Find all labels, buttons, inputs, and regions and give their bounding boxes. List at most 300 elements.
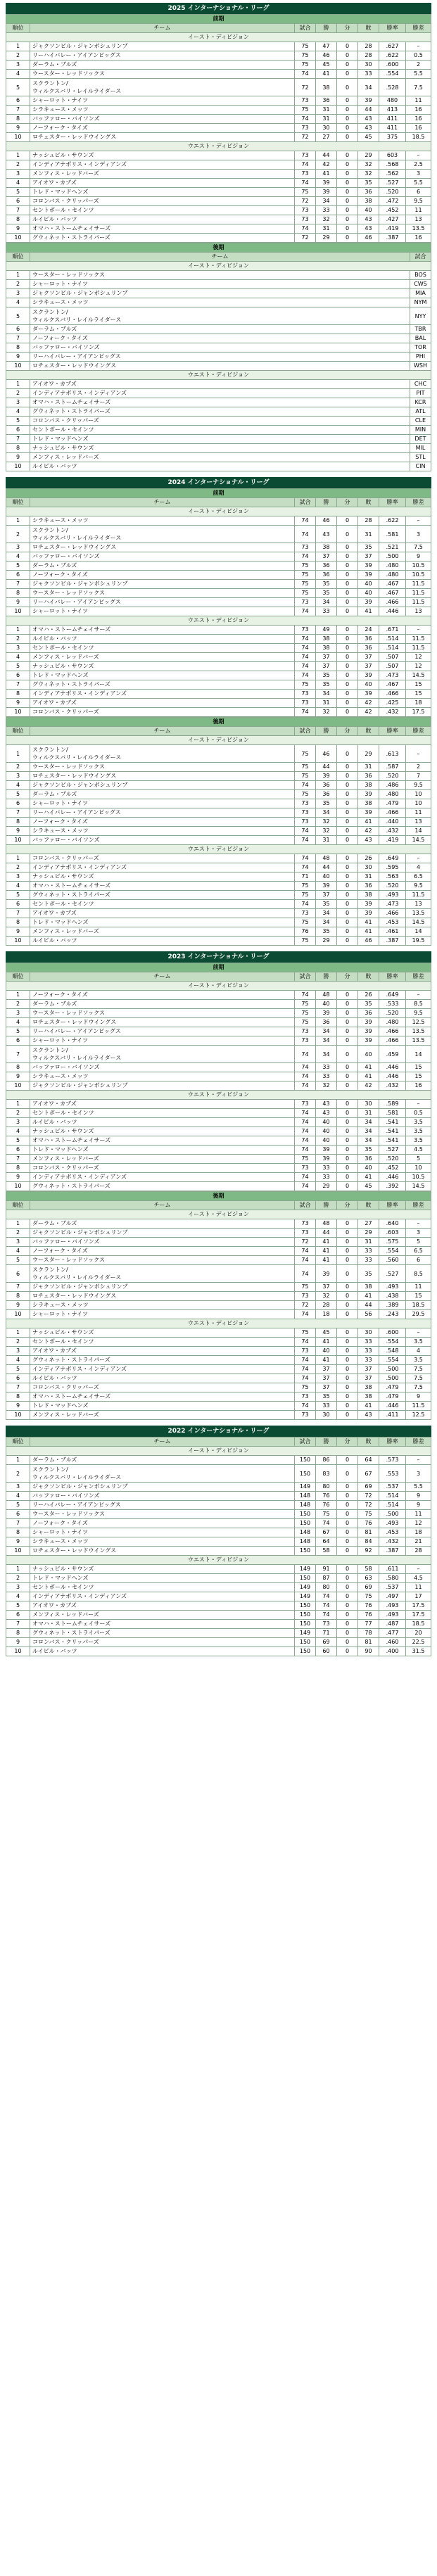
season-section: [6, 3, 431, 471]
pct-cell: .587: [379, 763, 406, 772]
affiliate-cell: CIN: [410, 462, 431, 471]
win-cell: 74: [316, 1601, 337, 1611]
draw-cell: 0: [337, 1109, 358, 1118]
rank-cell: 9: [6, 1402, 30, 1411]
rank-cell: 5: [6, 790, 30, 799]
division-row: [6, 736, 431, 745]
team-cell: トレド・マッドヘンズ: [30, 1574, 295, 1583]
rank-cell: 1: [6, 151, 30, 160]
gb-cell: 3.5: [406, 1136, 431, 1146]
draw-cell: 0: [337, 552, 358, 561]
gb-cell: 17.5: [406, 708, 431, 717]
win-cell: 35: [316, 1392, 337, 1402]
table-row: [6, 561, 431, 571]
pct-cell: .537: [379, 1583, 406, 1592]
draw-cell: 0: [337, 160, 358, 170]
loss-cell: 28: [358, 516, 379, 526]
draw-cell: 0: [337, 1537, 358, 1547]
games-cell: 74: [295, 863, 316, 873]
games-cell: 75: [295, 61, 316, 70]
loss-cell: 90: [358, 1647, 379, 1656]
pct-cell: .432: [379, 708, 406, 717]
win-cell: 76: [316, 1492, 337, 1501]
loss-cell: 38: [358, 891, 379, 900]
win-cell: 74: [316, 1519, 337, 1528]
team-cell: グウィネット・ストライパーズ: [30, 1356, 295, 1365]
team-cell: ウースター・レッドソックス: [30, 70, 295, 79]
draw-cell: 0: [337, 561, 358, 571]
table-row: [6, 1173, 431, 1182]
pct-cell: .520: [379, 1009, 406, 1018]
rank-cell: 3: [6, 1118, 30, 1127]
draw-cell: 0: [337, 873, 358, 882]
draw-cell: 0: [337, 1000, 358, 1009]
table-row: [6, 900, 431, 909]
draw-cell: 0: [337, 1328, 358, 1338]
win-cell: 29: [316, 937, 337, 946]
loss-cell: 39: [358, 909, 379, 918]
table-row: [6, 626, 431, 635]
loss-cell: 43: [358, 1411, 379, 1420]
division-label: ウエスト・ディビジョン: [6, 371, 431, 380]
table-row: [6, 818, 431, 827]
gb-cell: 11.5: [406, 1402, 431, 1411]
win-cell: 87: [316, 1574, 337, 1583]
loss-cell: 75: [358, 1592, 379, 1601]
gb-cell: 11: [406, 808, 431, 818]
loss-cell: 77: [358, 1620, 379, 1629]
table-row: [6, 1374, 431, 1383]
affiliate-cell: BOS: [410, 271, 431, 280]
rank-cell: 1: [6, 745, 30, 763]
gb-cell: 9.5: [406, 882, 431, 891]
pct-cell: .466: [379, 690, 406, 699]
rank-cell: 4: [6, 1018, 30, 1027]
pct-cell: .600: [379, 61, 406, 70]
games-cell: 74: [295, 1109, 316, 1118]
rank-cell: 5: [6, 188, 30, 197]
win-cell: 32: [316, 1292, 337, 1301]
loss-cell: 41: [358, 1063, 379, 1072]
rank-cell: 6: [6, 571, 30, 580]
rank-cell: 7: [6, 1383, 30, 1392]
table-row: [6, 1510, 431, 1519]
win-cell: 42: [316, 160, 337, 170]
loss-cell: 31: [358, 526, 379, 543]
table-row: [6, 808, 431, 818]
win-cell: 34: [316, 909, 337, 918]
rank-cell: 2: [6, 1338, 30, 1347]
rank-cell: 3: [6, 1347, 30, 1356]
table-row: [6, 1238, 431, 1247]
table-row: [6, 598, 431, 607]
win-cell: 67: [316, 1528, 337, 1537]
header-games: 試合: [295, 1438, 316, 1447]
gb-cell: 31.5: [406, 1647, 431, 1656]
gb-cell: 15: [406, 1063, 431, 1072]
gb-cell: 7.5: [406, 79, 431, 96]
rank-cell: 8: [6, 115, 30, 124]
gb-cell: 13.5: [406, 1027, 431, 1036]
header-games: 試合: [295, 972, 316, 982]
team-cell: トレド・マッドヘンズ: [30, 435, 410, 444]
affiliate-cell: DET: [410, 435, 431, 444]
table-row: [6, 1027, 431, 1036]
team-cell: アイオワ・カブズ: [30, 179, 295, 188]
header-win: 勝: [316, 972, 337, 982]
games-cell: 74: [295, 552, 316, 561]
table-row: [6, 1072, 431, 1081]
pct-cell: .500: [379, 1365, 406, 1374]
table-row: [6, 690, 431, 699]
draw-cell: 0: [337, 1547, 358, 1556]
header-team: チーム: [30, 253, 410, 262]
team-cell: トレド・マッドヘンズ: [30, 671, 295, 680]
loss-cell: 34: [358, 1127, 379, 1136]
table-row: [6, 1229, 431, 1238]
win-cell: 34: [316, 918, 337, 927]
gb-cell: 7.5: [406, 1374, 431, 1383]
header-team: チーム: [30, 972, 295, 982]
table-row: [6, 1365, 431, 1374]
gb-cell: 0.5: [406, 1109, 431, 1118]
win-cell: 39: [316, 1265, 337, 1283]
gb-cell: –: [406, 151, 431, 160]
loss-cell: 67: [358, 1465, 379, 1483]
team-cell: インディアナポリス・インディアンズ: [30, 1592, 295, 1601]
gb-cell: 18.5: [406, 1620, 431, 1629]
header-pct: 勝率: [379, 972, 406, 982]
table-row: [6, 334, 431, 343]
rank-cell: 4: [6, 552, 30, 561]
draw-cell: 0: [337, 891, 358, 900]
games-cell: 74: [295, 1338, 316, 1347]
gb-cell: 29.5: [406, 1310, 431, 1319]
pct-cell: .500: [379, 1374, 406, 1383]
rank-cell: 1: [6, 516, 30, 526]
draw-cell: 0: [337, 1265, 358, 1283]
team-cell: シャーロット・ナイツ: [30, 280, 410, 289]
games-cell: 150: [295, 1456, 316, 1465]
draw-cell: 0: [337, 1638, 358, 1647]
loss-cell: 76: [358, 1519, 379, 1528]
games-cell: 75: [295, 1018, 316, 1027]
pct-cell: .440: [379, 818, 406, 827]
rank-cell: 7: [6, 334, 30, 343]
win-cell: 34: [316, 808, 337, 818]
draw-cell: 0: [337, 1592, 358, 1601]
draw-cell: 0: [337, 671, 358, 680]
gb-cell: 2: [406, 763, 431, 772]
team-cell: トレド・マッドヘンズ: [30, 188, 295, 197]
gb-cell: 4.5: [406, 1146, 431, 1155]
win-cell: 39: [316, 882, 337, 891]
draw-cell: 0: [337, 1620, 358, 1629]
win-cell: 38: [316, 644, 337, 653]
gb-cell: 16: [406, 106, 431, 115]
header-win: 勝: [316, 498, 337, 507]
rank-cell: 3: [6, 1238, 30, 1247]
rank-cell: 10: [6, 836, 30, 845]
team-cell: リーハイバレー・アイアンピッグス: [30, 1501, 295, 1510]
win-cell: 46: [316, 745, 337, 763]
draw-cell: 0: [337, 1601, 358, 1611]
gb-cell: 10.5: [406, 571, 431, 580]
pct-cell: .554: [379, 1356, 406, 1365]
pct-cell: .514: [379, 635, 406, 644]
draw-cell: 0: [337, 234, 358, 243]
pct-cell: .438: [379, 1292, 406, 1301]
draw-cell: 0: [337, 1347, 358, 1356]
team-cell: ダーラム・ブルズ: [30, 1456, 295, 1465]
table-row: [6, 1109, 431, 1118]
pct-cell: .452: [379, 1164, 406, 1173]
gb-cell: –: [406, 1328, 431, 1338]
header-loss: 敗: [358, 1438, 379, 1447]
pct-cell: .649: [379, 854, 406, 863]
loss-cell: 34: [358, 1136, 379, 1146]
loss-cell: 33: [358, 1256, 379, 1265]
table-row: [6, 1247, 431, 1256]
division-row: [6, 507, 431, 516]
pct-cell: .432: [379, 827, 406, 836]
rank-cell: 2: [6, 526, 30, 543]
team-cell: トレド・マッドヘンズ: [30, 1146, 295, 1155]
pct-cell: .479: [379, 1392, 406, 1402]
rank-cell: 7: [6, 1620, 30, 1629]
header-pct: 勝率: [379, 1438, 406, 1447]
season-title: 2025 インターナショナル・リーグ: [6, 3, 431, 14]
win-cell: 46: [316, 51, 337, 61]
loss-cell: 31: [358, 873, 379, 882]
rank-cell: 9: [6, 927, 30, 937]
pct-cell: .541: [379, 1136, 406, 1146]
win-cell: 35: [316, 589, 337, 598]
rank-cell: 4: [6, 1492, 30, 1501]
pct-cell: .480: [379, 790, 406, 799]
loss-cell: 34: [358, 1118, 379, 1127]
rank-cell: 3: [6, 644, 30, 653]
win-cell: 29: [316, 1182, 337, 1191]
win-cell: 48: [316, 1219, 337, 1229]
team-cell: スクラントン/ ウィルクスバリ・レイルライダース: [30, 526, 295, 543]
loss-cell: 39: [358, 900, 379, 909]
header-pct: 勝率: [379, 24, 406, 33]
win-cell: 37: [316, 552, 337, 561]
games-cell: 73: [295, 690, 316, 699]
win-cell: 31: [316, 106, 337, 115]
win-cell: 40: [316, 873, 337, 882]
season-title: 2024 インターナショナル・リーグ: [6, 477, 431, 488]
win-cell: 37: [316, 653, 337, 662]
win-cell: 39: [316, 1009, 337, 1018]
header-games: 試合: [295, 24, 316, 33]
draw-cell: 0: [337, 854, 358, 863]
games-cell: 150: [295, 1620, 316, 1629]
half-row: [6, 15, 431, 24]
pct-cell: .480: [379, 561, 406, 571]
table-row: [6, 234, 431, 243]
win-cell: 69: [316, 1638, 337, 1647]
games-cell: 74: [295, 160, 316, 170]
win-cell: 39: [316, 1155, 337, 1164]
loss-cell: 35: [358, 1146, 379, 1155]
draw-cell: 0: [337, 1483, 358, 1492]
table-row: [6, 708, 431, 717]
gb-cell: 18.5: [406, 133, 431, 142]
division-label: ウエスト・ディビジョン: [6, 1556, 431, 1565]
table-row: [6, 781, 431, 790]
rank-cell: 7: [6, 106, 30, 115]
pct-cell: .521: [379, 543, 406, 552]
rank-cell: 4: [6, 70, 30, 79]
draw-cell: 0: [337, 1365, 358, 1374]
draw-cell: 0: [337, 607, 358, 616]
rank-cell: 3: [6, 170, 30, 179]
table-row: [6, 1063, 431, 1072]
pct-cell: .419: [379, 836, 406, 845]
win-cell: 39: [316, 179, 337, 188]
pct-cell: .554: [379, 1338, 406, 1347]
table-row: [6, 909, 431, 918]
rank-cell: 10: [6, 1547, 30, 1556]
standings-table: [6, 1437, 431, 1656]
draw-cell: 0: [337, 781, 358, 790]
pct-cell: .479: [379, 799, 406, 808]
table-row: [6, 133, 431, 142]
table-row: [6, 1537, 431, 1547]
pct-cell: .580: [379, 1574, 406, 1583]
rank-cell: 10: [6, 1310, 30, 1319]
division-label: ウエスト・ディビジョン: [6, 1091, 431, 1100]
rank-cell: 4: [6, 1356, 30, 1365]
games-cell: 150: [295, 1647, 316, 1656]
team-cell: ダーラム・ブルズ: [30, 1219, 295, 1229]
pct-cell: 375: [379, 133, 406, 142]
gb-cell: 21: [406, 1537, 431, 1547]
draw-cell: 0: [337, 635, 358, 644]
draw-cell: 0: [337, 927, 358, 937]
table-row: [6, 1292, 431, 1301]
win-cell: 44: [316, 863, 337, 873]
gb-cell: 13: [406, 818, 431, 827]
rank-cell: 5: [6, 561, 30, 571]
win-cell: 40: [316, 1136, 337, 1146]
win-cell: 73: [316, 1620, 337, 1629]
draw-cell: 0: [337, 918, 358, 927]
team-cell: スクラントン/ ウィルクスバリ・レイルライダース: [30, 1046, 295, 1063]
rank-cell: 2: [6, 1574, 30, 1583]
team-cell: インディアナポリス・インディアンズ: [30, 160, 295, 170]
team-cell: シャーロット・ナイツ: [30, 607, 295, 616]
loss-cell: 76: [358, 1601, 379, 1611]
pct-cell: .507: [379, 653, 406, 662]
loss-cell: 45: [358, 133, 379, 142]
pct-cell: .493: [379, 1601, 406, 1611]
loss-cell: 36: [358, 882, 379, 891]
table-row: [6, 836, 431, 845]
rank-cell: 5: [6, 891, 30, 900]
draw-cell: 0: [337, 690, 358, 699]
draw-cell: 0: [337, 188, 358, 197]
pct-cell: .446: [379, 1173, 406, 1182]
draw-cell: 0: [337, 1072, 358, 1081]
win-cell: 33: [316, 1164, 337, 1173]
pct-cell: .419: [379, 224, 406, 234]
loss-cell: 30: [358, 863, 379, 873]
gb-cell: 8.5: [406, 1265, 431, 1283]
affiliate-cell: TOR: [410, 343, 431, 353]
loss-cell: 45: [358, 1182, 379, 1191]
gb-cell: 3.5: [406, 1338, 431, 1347]
table-row: [6, 1100, 431, 1109]
games-cell: 148: [295, 1537, 316, 1547]
division-row: [6, 371, 431, 380]
header-loss: 敗: [358, 972, 379, 982]
gb-cell: –: [406, 42, 431, 51]
table-row: [6, 61, 431, 70]
table-row: [6, 1565, 431, 1574]
win-cell: 76: [316, 1501, 337, 1510]
loss-cell: 27: [358, 1219, 379, 1229]
table-row: [6, 1000, 431, 1009]
division-row: [6, 616, 431, 626]
rank-cell: 5: [6, 1136, 30, 1146]
win-cell: 34: [316, 197, 337, 206]
games-cell: 75: [295, 891, 316, 900]
gb-cell: 9: [406, 1392, 431, 1402]
season-section: [6, 1426, 431, 1656]
rank-cell: 2: [6, 1229, 30, 1238]
games-cell: 150: [295, 1601, 316, 1611]
rank-cell: 1: [6, 42, 30, 51]
pct-cell: .480: [379, 1018, 406, 1027]
header-loss: 敗: [358, 1201, 379, 1210]
gb-cell: 0.5: [406, 51, 431, 61]
table-row: [6, 325, 431, 334]
loss-cell: 43: [358, 215, 379, 224]
gb-cell: 2.5: [406, 160, 431, 170]
table-row: [6, 106, 431, 115]
rank-cell: 10: [6, 937, 30, 946]
division-label: イースト・ディビジョン: [6, 736, 431, 745]
draw-cell: 0: [337, 1565, 358, 1574]
draw-cell: 0: [337, 1219, 358, 1229]
rank-cell: 5: [6, 1501, 30, 1510]
loss-cell: 35: [358, 1265, 379, 1283]
affiliate-cell: MIA: [410, 289, 431, 298]
rank-cell: 1: [6, 271, 30, 280]
games-cell: 74: [295, 662, 316, 671]
table-row: [6, 1301, 431, 1310]
team-cell: メンフィス・レッドバーズ: [30, 1155, 295, 1164]
table-row: [6, 854, 431, 863]
team-cell: グウィネット・ストライパーズ: [30, 1182, 295, 1191]
gb-cell: 22.5: [406, 1638, 431, 1647]
team-cell: メンフィス・レッドバーズ: [30, 653, 295, 662]
rank-cell: 8: [6, 1292, 30, 1301]
loss-cell: 44: [358, 106, 379, 115]
rank-cell: 9: [6, 1638, 30, 1647]
loss-cell: 92: [358, 1547, 379, 1556]
half-row: [6, 243, 431, 253]
rank-cell: 9: [6, 453, 30, 462]
draw-cell: 0: [337, 526, 358, 543]
column-header-row: [6, 498, 431, 507]
table-row: [6, 70, 431, 79]
team-cell: アイオワ・カブズ: [30, 909, 295, 918]
team-cell: ジャクソンビル・ジャンボシュリンプ: [30, 1283, 295, 1292]
